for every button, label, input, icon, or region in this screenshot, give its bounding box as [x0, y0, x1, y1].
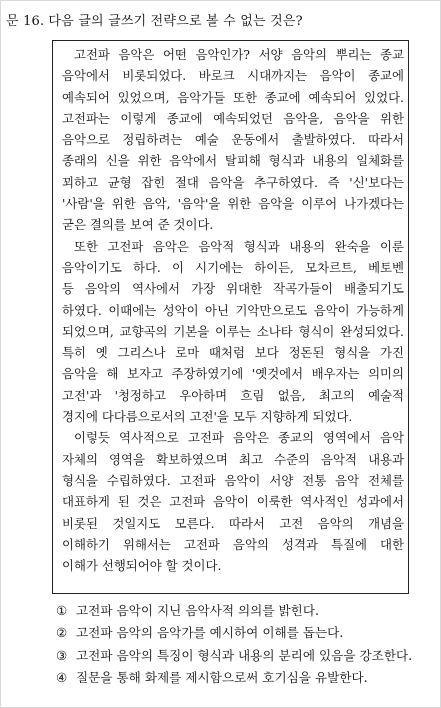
- passage-line: 음악으로 정립하려는 예술 운동에서 출발하였다. 따라서: [62, 132, 404, 148]
- question-number: 문 16.: [6, 14, 45, 29]
- passage-line: 하였다. 이때에는 성악이 아닌 기악만으로도 음악이 가능하게: [62, 302, 404, 318]
- passage-line: 이렇듯 역사적으로 고전파 음악은 종교의 영역에서 음악: [74, 430, 404, 446]
- passage-line: 형식을 수립하였다. 고전파 음악이 서양 전통 음악 전체를: [62, 472, 404, 488]
- passage-line: 경지에 다다름으로서의 고전'을 모두 지향하게 되었다.: [62, 409, 353, 425]
- passage-line: 고전파 음악은 어떤 음악인가? 서양 음악의 뿌리는 종교: [74, 47, 404, 62]
- option-2-text: 고전파 음악의 음악가를 예시하여 이해를 돕는다.: [76, 625, 344, 641]
- question-heading: [6, 10, 303, 29]
- option-4-number: ④: [56, 669, 68, 685]
- passage-line: 또한 고전파 음악은 음악적 형식과 내용의 완숙을 이룬: [74, 238, 404, 254]
- option-1-text: 고전파 음악이 지닌 음악사적 의의를 밝힌다.: [76, 603, 319, 618]
- passage-line: 자체의 영역을 확보하였으며 최고 수준의 음악적 내용과: [62, 451, 404, 467]
- option-1-number: ①: [56, 603, 68, 618]
- passage-line: 대표하게 된 것은 고전파 음악이 이룩한 역사적인 성과에서: [62, 494, 404, 510]
- passage-line: 등 음악의 역사에서 가장 위대한 작곡가들이 배출되기도: [62, 281, 404, 297]
- passage-line: 고전파는 이렇게 종교에 예속되었던 음악을, 음악을 위한: [62, 110, 404, 126]
- passage-line: 음악이기도 하다. 이 시기에는 하이든, 모차르트, 베토벤: [62, 259, 404, 275]
- passage-line: 이해하기 위해서는 고전파 음악의 성격과 특질에 대한: [62, 536, 404, 552]
- option-4[interactable]: [56, 667, 412, 689]
- passage-line: 되었으며, 교향곡의 기본을 이루는 소나타 형식이 완성되었다.: [62, 323, 404, 339]
- answer-options: [56, 600, 412, 689]
- passage-line: 특히 옛 그리스나 로마 때처럼 보다 정돈된 형식을 가진: [62, 345, 404, 361]
- passage-line: 음악에서 비롯되었다. 바로크 시대까지는 음악이 종교에: [62, 68, 404, 84]
- passage-line: 종래의 신을 위한 음악에서 탈피해 형식과 내용의 일체화를: [62, 153, 404, 169]
- option-3[interactable]: [56, 645, 412, 667]
- passage-line: '사람'을 위한 음악, '음악'을 위한 음악을 이루어 나가겠다는: [62, 196, 404, 212]
- passage-line: 음악을 해 보자고 주장하였기에 '옛것에서 배우자는 의미의: [62, 366, 404, 382]
- option-4-text: 질문을 통해 화제를 제시함으로써 호기심을 유발한다.: [76, 669, 368, 685]
- option-2[interactable]: [56, 622, 412, 644]
- passage-line: 고전'과 '청정하고 우아하며 흐림 없음, 최고의 예술적: [62, 387, 404, 403]
- passage-line: 꾀하고 균형 잡힌 절대 음악을 추구하였다. 즉 '신'보다는: [62, 174, 404, 190]
- question-text: 다음 글의 글쓰기 전략으로 볼 수 없는 것은?: [48, 14, 303, 29]
- option-3-text: 고전파 음악의 특징이 형식과 내용의 분리에 있음을 강조한다.: [76, 647, 413, 663]
- option-3-number: ③: [56, 647, 68, 663]
- passage: [62, 44, 404, 576]
- option-1[interactable]: [56, 600, 412, 622]
- passage-line: 이해가 선행되어야 할 것이다.: [62, 558, 222, 574]
- option-2-number: ②: [56, 625, 68, 641]
- passage-line: 비롯된 것일지도 모른다. 따라서 고전 음악의 개념을: [62, 515, 404, 531]
- passage-line: 예속되어 있었으며, 음악가들 또한 종교에 예속되어 있었다.: [62, 89, 404, 105]
- passage-line: 굳은 결의를 보여 준 것이다.: [62, 217, 214, 233]
